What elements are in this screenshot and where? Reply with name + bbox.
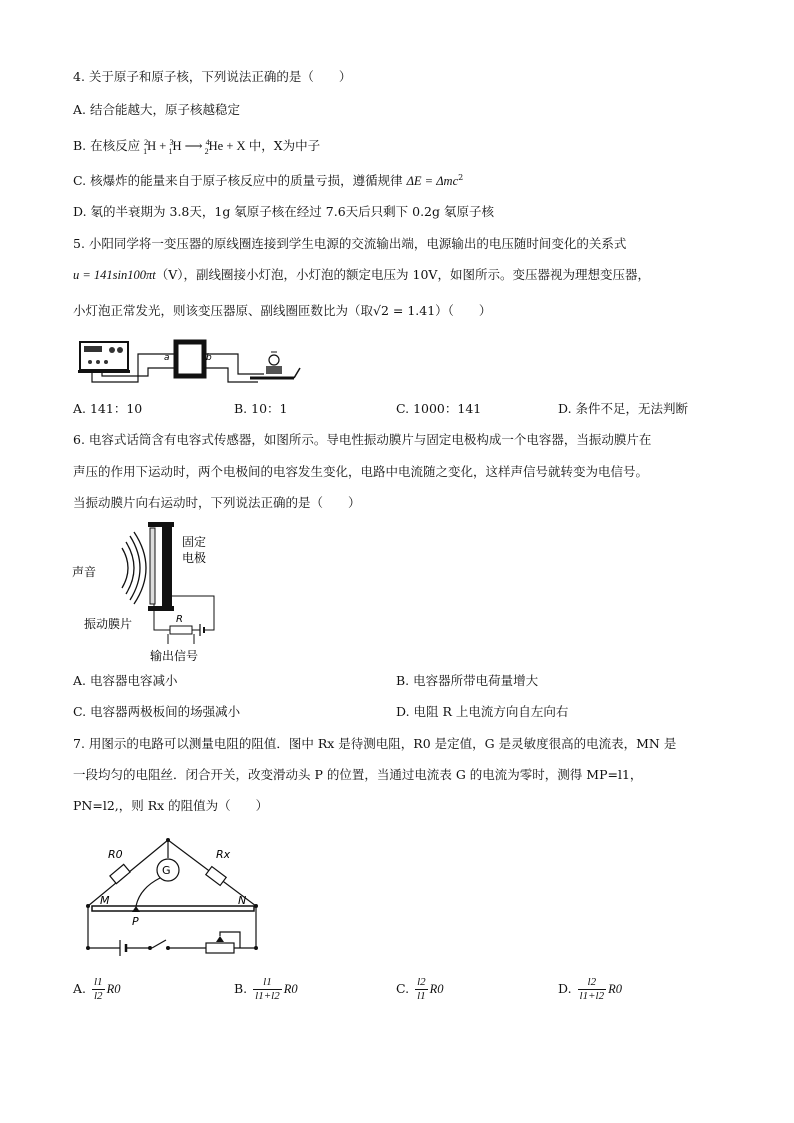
q5-stem-line2-text: （V），副线圈接小灯泡，小灯泡的额定电压为 10V，如图所示。变压器视为理想变压器， (155, 267, 650, 282)
q7-option-c-fraction (415, 976, 428, 1003)
q6-option-c: C. 电容器两极板间的场强减小 (73, 704, 241, 719)
vibrating-membrane (150, 528, 155, 604)
fraction-denominator: l2 (94, 990, 103, 1002)
q7-option-d (558, 976, 622, 1003)
q5-option-a: A. 141：10 (73, 401, 143, 416)
q4-option-b-prefix: B. 在核反应 (73, 138, 141, 153)
fraction-numerator: l2 (417, 976, 426, 988)
label-fixed-1: 固定 (182, 535, 207, 549)
q7-stem-line3: PN=l2,，则 Rx 的阻值为（ ） (73, 798, 269, 813)
q4-option-c-formula: ΔE = Δmc (406, 174, 459, 188)
resistance-wire-mn (92, 906, 254, 911)
q7-option-a-letter: A. (73, 981, 87, 996)
q7-option-d-letter: D. (558, 981, 572, 996)
fraction-tail: R0 (429, 982, 444, 996)
transformer-circuit-figure (78, 338, 302, 386)
q6-stem-line3: 当振动膜片向右运动时，下列说法正确的是（ ） (73, 495, 361, 510)
label-r0: R0 (108, 848, 123, 861)
q5-voltage-formula: u = 141sin100πt (73, 268, 156, 282)
switch (152, 940, 166, 948)
label-r: R (176, 614, 183, 625)
q7-stem-line2: 一段均匀的电阻丝．闭合开关，改变滑动头 P 的位置，当通过电流表 G 的电流为零时，测得 MP=l1， (73, 767, 643, 782)
q7-option-b-letter: B. (234, 981, 248, 996)
q5-option-d: D. 条件不足，无法判断 (558, 401, 689, 416)
fraction-denominator: l1 (417, 990, 426, 1002)
q7-option-d-fraction (578, 976, 607, 1003)
q5-stem-line1: 5. 小阳同学将一变压器的原线圈连接到学生电源的交流输出端，电源输出的电压随时间变化的关系式 (73, 236, 627, 251)
resistor-r (170, 626, 192, 634)
fraction-numerator: l2 (578, 976, 607, 990)
wheatstone-bridge-figure (80, 828, 270, 958)
fraction-numerator: l1 (253, 976, 282, 990)
q7-stem-line1: 7. 用图示的电路可以测量电阻的阻值．图中 Rx 是待测电阻，R0 是定值，G 是灵敏度很高的电流表，MN 是 (73, 736, 677, 751)
label-rx: Rx (216, 848, 231, 861)
q7-option-a (73, 976, 120, 1003)
q6-option-b: B. 电容器所带电荷量增大 (396, 673, 539, 688)
label-m: M (100, 894, 110, 907)
fig-label-a: a (164, 353, 170, 363)
nuclear-reaction-formula: $^2_1$H + $^3_1$H ⟶ $^4_2$He + X (143, 137, 249, 156)
q7-option-c (396, 976, 444, 1003)
q4-stem: 4. 关于原子和原子核，下列说法正确的是（ ） (73, 69, 352, 84)
fraction-tail: R0 (283, 982, 298, 996)
q5-option-b: B. 10：1 (234, 401, 288, 416)
q4-option-a: A. 结合能越大，原子核越稳定 (73, 102, 240, 117)
q6-option-a: A. 电容器电容减小 (73, 673, 178, 688)
label-output: 输出信号 (150, 649, 199, 663)
label-n: N (238, 894, 247, 907)
label-sound: 声音 (72, 565, 97, 579)
capacitor-microphone-figure (70, 518, 230, 668)
q7-option-c-letter: C. (396, 981, 410, 996)
light-bulb-icon (269, 355, 279, 365)
resistor-rx (206, 867, 226, 886)
q4-option-b (73, 137, 320, 155)
lamp-socket-icon (266, 366, 282, 374)
q4-option-c-text: C. 核爆炸的能量来自于原子核反应中的质量亏损，遵循规律 (73, 173, 403, 188)
resistor-r0 (110, 864, 130, 883)
fixed-electrode (162, 526, 172, 608)
fraction-denominator: l1+l2 (255, 990, 280, 1002)
q4-option-c: C. 核爆炸的能量来自于原子核反应中的质量亏损，遵循规律 ΔE = Δmc$^2$ (73, 172, 464, 188)
transformer-icon (176, 342, 204, 376)
q6-option-d: D. 电阻 R 上电流方向自左向右 (396, 704, 569, 719)
sound-wave-icon (122, 532, 146, 604)
label-membrane: 振动膜片 (84, 617, 133, 631)
fraction-denominator: l1+l2 (579, 990, 605, 1002)
q5-stem-line3: 小灯泡正常发光，则该变压器原、副线圈匝数比为（取√2 = 1.41）（ ） (73, 303, 492, 318)
q6-stem-line2: 声压的作用下运动时，两个电极间的电容发生变化，电路中电流随之变化，这样声信号就转变为电信号。 (73, 464, 649, 479)
fraction-tail: R0 (106, 982, 121, 996)
q7-option-b-fraction (253, 976, 282, 1003)
q7-option-b (234, 976, 298, 1003)
fraction-tail: R0 (608, 982, 622, 996)
label-g: G (162, 864, 171, 877)
rheostat (206, 943, 234, 953)
fraction-numerator: l1 (94, 976, 103, 988)
label-p: P (132, 915, 139, 928)
fig-label-b: b (206, 353, 212, 363)
q7-option-a-fraction (92, 976, 105, 1003)
q6-stem-line1: 6. 电容式话筒含有电容式传感器，如图所示。导电性振动膜片与固定电极构成一个电容器，当振动膜片在 (73, 432, 652, 447)
q5-stem-line2 (73, 266, 650, 284)
q4-option-d: D. 氡的半衰期为 3.8天，1g 氡原子核在经过 7.6天后只剩下 0.2g 氡原子核 (73, 204, 494, 219)
label-fixed-2: 电极 (182, 551, 207, 565)
q5-option-c: C. 1000：141 (396, 401, 482, 416)
q4-option-b-suffix: 中，X为中子 (248, 138, 321, 153)
